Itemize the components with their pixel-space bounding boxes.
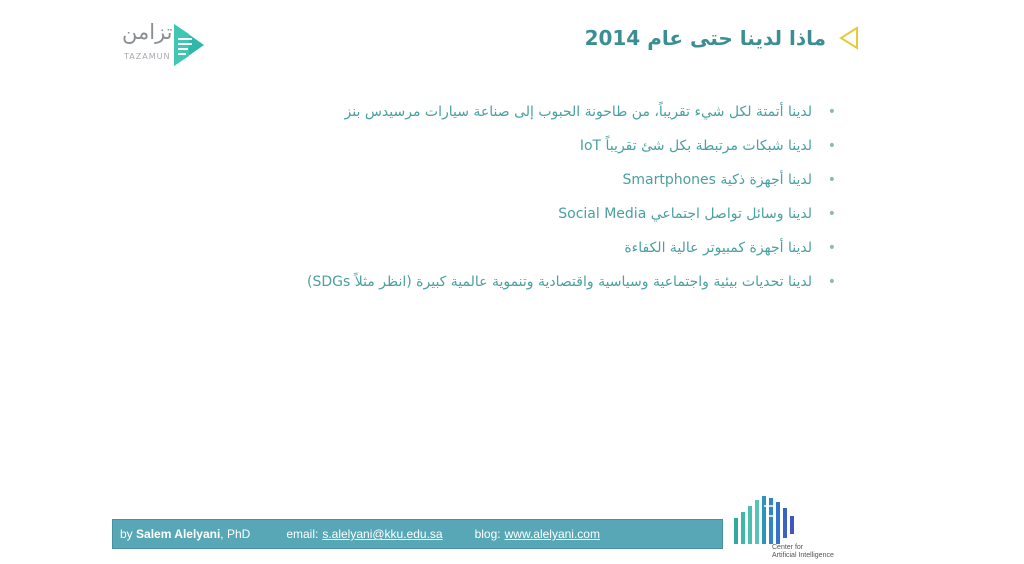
blog-link[interactable]: www.alelyani.com	[504, 527, 600, 541]
logo-name-ar: تزامن	[122, 20, 173, 44]
play-icon	[172, 22, 206, 68]
center-ai-line1: Center for	[772, 544, 804, 551]
triangle-arrow-icon	[838, 26, 860, 50]
list-item: • لدينا وسائل تواصل اجتماعي Social Media	[226, 200, 836, 228]
list-item: • لدينا أجهزة كمبيوتر عالية الكفاءة	[226, 234, 836, 262]
footer-bar	[112, 519, 723, 549]
slide-title: ماذا لدينا حتى عام 2014	[584, 26, 826, 50]
author-name: Salem Alelyani	[136, 527, 221, 541]
center-ai-logo	[730, 494, 870, 564]
by-label: by	[120, 527, 133, 541]
list-item: • لدينا تحديات بيئية واجتماعية وسياسية واقتصادية وتنموية عالمية كبيرة (انظر مثلاً SDGs)	[226, 268, 836, 296]
blog-label: blog:	[474, 527, 501, 541]
bullet-list	[226, 98, 836, 302]
center-ai-line2: Artificial Intelligence	[772, 552, 834, 559]
author-suffix: , PhD	[220, 527, 251, 541]
list-item: • لدينا أجهزة ذكية Smartphones	[226, 166, 836, 194]
list-item: • لدينا أتمتة لكل شيء تقريباً، من طاحونة الحبوب إلى صناعة سيارات مرسيدس بنز	[226, 98, 836, 126]
logo-name-en: TAZAMUN	[124, 52, 171, 61]
email-label: email:	[286, 527, 319, 541]
tazamun-logo	[118, 18, 213, 70]
slide-header	[585, 26, 860, 50]
author-credit	[120, 527, 250, 541]
email-link[interactable]: s.alelyani@kku.edu.sa	[322, 527, 443, 541]
center-ai-text	[772, 544, 834, 560]
list-item: • لدينا شبكات مرتبطة بكل شئ تقريباً IoT	[226, 132, 836, 160]
